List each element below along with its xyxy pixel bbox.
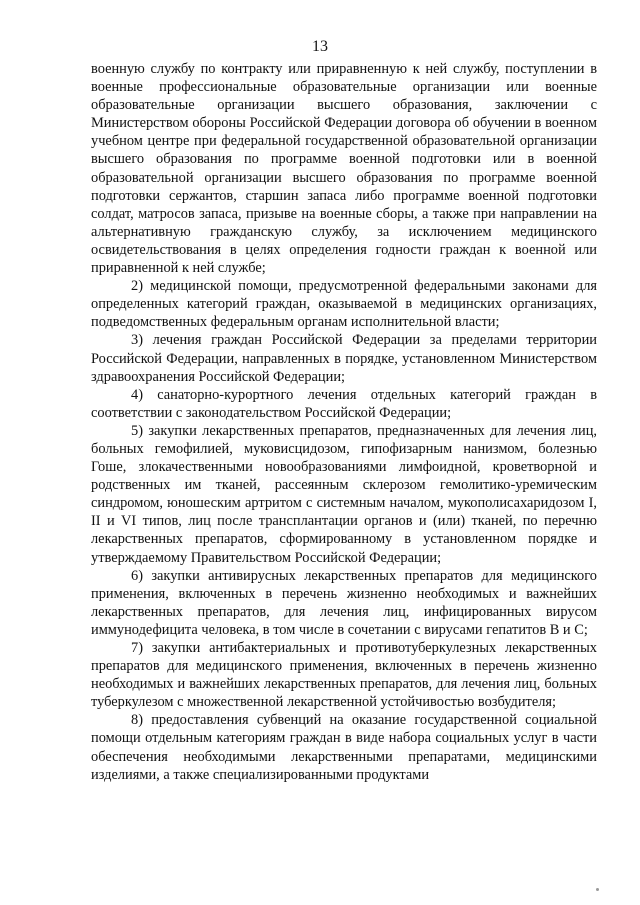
- list-item-8: 8) предоставления субвенций на оказание государственной социальной помощи отдельным категориям граждан в виде набора социальных услуг в части обеспечения необходимыми лекарственными препаратами, медицинскими изделиями, а также специализированными продуктами: [91, 712, 597, 783]
- scan-artifact-dot: [596, 888, 599, 891]
- list-item-6: 6) закупки антивирусных лекарственных препаратов для медицинского применения, включенных в перечень жизненно необходимых и важнейших лекарственных препаратов, для лечения лиц, инфицированных вирусом иммунодефицита человека, в том числе в сочетании с вирусами гепатитов B и C;: [91, 567, 597, 638]
- page-number: 13: [312, 38, 328, 55]
- list-item-3: 3) лечения граждан Российской Федерации за пределами территории Российской Федерации, направленных в порядке, установленном Министерством здравоохранения Российской Федерации;: [91, 332, 597, 385]
- paragraph-continuation: военную службу по контракту или приравненную к ней службу, поступлении в военные профессиональные образовательные организации или военные образовательные организации высшего образования, заключении с Министерством обороны Российской Федерации договора об обучении в военном учебном центре при федеральной государственной образовательной организации высшего образования по программе военной подготовки или в военной образовательной организации высшего образования по программе военной подготовки сержантов, старшин запаса либо программе военной подготовки солдат, матросов запаса, призыве на военные сборы, а также при направлении на альтернативную гражданскую службу, за исключением медицинского освидетельствования в целях определения годности граждан к военной или приравненной к ней службе;: [91, 61, 597, 277]
- list-item-2: 2) медицинской помощи, предусмотренной федеральными законами для определенных категорий граждан, оказываемой в медицинских организациях, подведомственных федеральным органам исполнительной власти;: [91, 278, 597, 331]
- document-body: [91, 60, 597, 784]
- list-item-5: 5) закупки лекарственных препаратов, предназначенных для лечения лиц, больных гемофилией, муковисцидозом, гипофизарным нанизмом, болезнью Гоше, злокачественными новообразованиями лимфоидной, кроветворной и родственных им тканей, рассеянным склерозом гемолитико-уремическим синдромом, юношеским артритом с системным началом, мукополисахаридозом I, II и VI типов, лиц после трансплантации органов и (или) тканей, по перечню лекарственных препаратов, сформированному в установленном порядке и утверждаемому Правительством Российской Федерации;: [91, 422, 597, 566]
- list-item-7: 7) закупки антибактериальных и противотуберкулезных лекарственных препаратов для медицинского применения, включенных в перечень жизненно необходимых и важнейших лекарственных препаратов, для лечения лиц, больных туберкулезом с множественной лекарственной устойчивостью возбудителя;: [91, 640, 597, 711]
- list-item-4: 4) санаторно-курортного лечения отдельных категорий граждан в соответствии с законодательством Российской Федерации;: [91, 386, 597, 421]
